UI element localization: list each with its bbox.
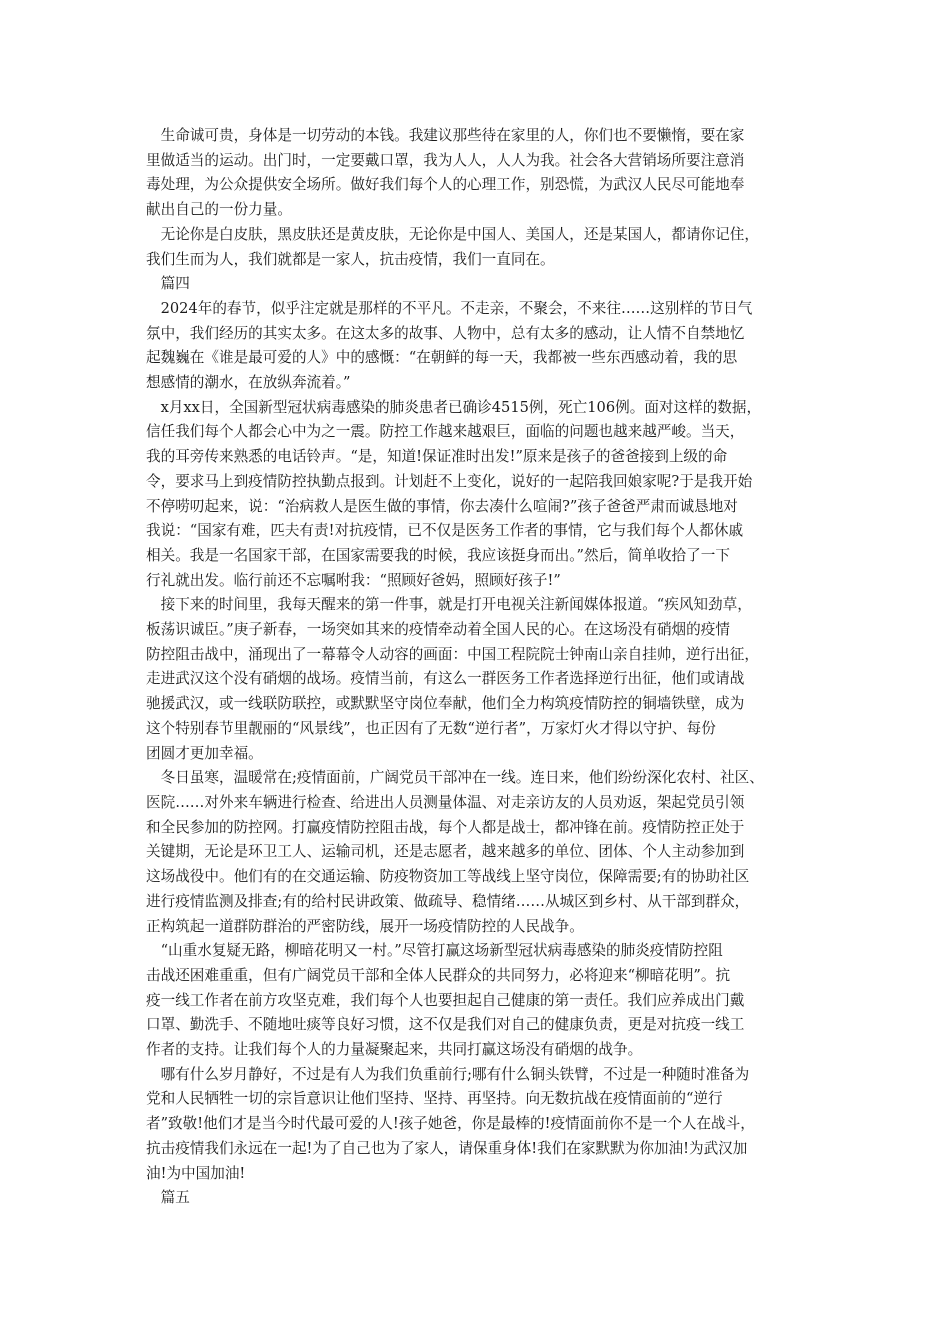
- text-line: 正构筑起一道群防群治的严密防线，展开一场疫情防控的人民战争。: [146, 917, 584, 935]
- text-line: 板荡识诚臣。”庚子新春，一场突如其来的疫情牵动着全国人民的心。在这场没有硝烟的疫情: [146, 621, 730, 639]
- text-line: 油!为中国加油!: [146, 1164, 246, 1182]
- text-line: 生命诚可贵，身体是一切劳动的本钱。我建议那些待在家里的人，你们也不要懒惰，要在家: [146, 127, 745, 144]
- text-line: 无论你是白皮肤，黑皮肤还是黄皮肤，无论你是中国人、美国人，还是某国人，都请你记住，: [146, 225, 759, 243]
- text-line: 接下来的时间里，我每天醒来的第一件事，就是打开电视关注新闻媒体报道。“疾风知劲草，: [146, 596, 752, 614]
- text-line: 2024年的春节，似乎注定就是那样的不平凡。不走亲，不聚会，不来往……这别样的节日气: [146, 299, 753, 317]
- text-line: 想感情的潮水，在放纵奔流着。”: [146, 374, 351, 392]
- section-heading: [146, 272, 806, 297]
- text-line: 哪有什么岁月静好，不过是有人为我们负重前行;哪有什么铜头铁臂，不过是一种随时准备为: [146, 1065, 750, 1083]
- text-paragraph: [146, 1063, 806, 1187]
- text-line: “山重水复疑无路，柳暗花明又一村。”尽管打赢这场新型冠状病毒感染的肺炎疫情防控阻: [146, 942, 723, 960]
- text-line: 作者的支持。让我们每个人的力量凝聚起来，共同打赢这场没有硝烟的战争。: [146, 1041, 643, 1059]
- text-line: 氛中，我们经历的其实太多。在这太多的故事、人物中，总有太多的感动，让人情不自禁地忆: [146, 324, 745, 342]
- text-line: 击战还困难重重，但有广阔党员干部和全体人民群众的共同努力，必将迎来“柳暗花明”。抗: [146, 966, 731, 984]
- text-line: 疫一线工作者在前方攻坚克难，我们每个人也要担起自己健康的第一责任。我们应养成出门戴: [146, 991, 745, 1009]
- text-line: 我们生而为人，我们就都是一家人，抗击疫情，我们一直同在。: [146, 250, 555, 268]
- text-paragraph: [146, 593, 806, 766]
- text-line: 我说：“国家有难，匹夫有责!对抗疫情，已不仅是医务工作者的事情，它与我们每个人都休戚: [146, 522, 744, 540]
- text-line: 这场战役中。他们有的在交通运输、防疫物资加工等战线上坚守岗位，保障需要;有的协助社区: [146, 868, 750, 886]
- text-paragraph: [146, 124, 806, 223]
- text-line: 抗击疫情我们永远在一起!为了自己也为了家人，请保重身体!我们在家默默为你加油!为武汉加: [146, 1139, 748, 1157]
- text-line: 里做适当的运动。出门时，一定要戴口罩，我为人人，人人为我。社会各大营销场所要注意消: [146, 151, 745, 169]
- text-line: 医院……对外来车辆进行检查、给进出人员测量体温、对走亲访友的人员劝返，架起党员引领: [146, 793, 745, 811]
- text-line: 者”致敬!他们才是当今时代最可爱的人!孩子她爸，你是最棒的!疫情面前你不是一个人在战斗，: [146, 1115, 755, 1133]
- document-page: [146, 124, 806, 1211]
- text-paragraph: [146, 396, 806, 594]
- document-body: [146, 124, 806, 1211]
- text-line: 相关。我是一名国家干部，在国家需要我的时候，我应该挺身而出。”然后，简单收拾了一下: [146, 546, 730, 564]
- text-line: 起魏巍在《谁是最可爱的人》中的感慨：“在朝鲜的每一天，我都被一些东西感动着，我的思: [146, 349, 738, 367]
- text-paragraph: [146, 766, 806, 939]
- text-line: 我的耳旁传来熟悉的电话铃声。“是，知道!保证准时出发!”原来是孩子的爸爸接到上级的命: [146, 448, 728, 466]
- text-paragraph: [146, 939, 806, 1063]
- text-line: 不停唠叨起来，说：“治病救人是医生做的事情，你去凑什么喧闹?”孩子爸爸严肃而诚恳地对: [146, 497, 738, 515]
- text-line: 团圆才更加幸福。: [146, 744, 263, 762]
- text-line: 行礼就出发。临行前还不忘嘱咐我：“照顾好爸妈，照顾好孩子!”: [146, 571, 561, 589]
- text-line: 关键期，无论是环卫工人、运输司机，还是志愿者，越来越多的单位、团体、个人主动参加到: [146, 843, 745, 861]
- text-line: 这个特别春节里靓丽的“风景线”，也正因有了无数“逆行者”，万家灯火才得以守护、每份: [146, 719, 716, 737]
- text-line: 篇四: [146, 275, 190, 293]
- section-heading: [146, 1186, 806, 1211]
- text-line: 篇五: [146, 1189, 190, 1207]
- text-line: 驰援武汉，或一线联防联控，或默默坚守岗位奉献，他们全力构筑疫情防控的铜墙铁壁，成为: [146, 695, 745, 713]
- text-line: 信任我们每个人都会心中为之一震。防控工作越来越艰巨，面临的问题也越来越严峻。当天，: [146, 423, 745, 441]
- text-line: x月xx日，全国新型冠状病毒感染的肺炎患者已确诊4515例，死亡106例。面对这样的数据，: [146, 398, 762, 416]
- text-line: 走进武汉这个没有硝烟的战场。疫情当前，有这么一群医务工作者选择逆行出征，他们或请战: [146, 670, 745, 688]
- text-line: 进行疫情监测及排查;有的给村民讲政策、做疏导、稳情绪……从城区到乡村、从干部到群众，: [146, 892, 750, 910]
- text-line: 冬日虽寒，温暖常在;疫情面前，广阔党员干部冲在一线。连日来，他们纷纷深化农村、社区、: [146, 769, 764, 787]
- text-line: 毒处理，为公众提供安全场所。做好我们每个人的心理工作，别恐慌，为武汉人民尽可能地奉: [146, 176, 745, 194]
- text-line: 党和人民牺牲一切的宗旨意识让他们坚持、坚持、再坚持。向无数抗战在疫情面前的“逆行: [146, 1090, 723, 1108]
- text-line: 令，要求马上到疫情防控执勤点报到。计划赶不上变化，说好的一起陪我回娘家呢?于是我开始: [146, 472, 753, 490]
- text-paragraph: [146, 297, 806, 396]
- text-line: 防控阻击战中，涌现出了一幕幕令人动容的画面：中国工程院院士钟南山亲自挂帅，逆行出征，: [146, 645, 759, 663]
- text-line: 口罩、勤洗手、不随地吐痰等良好习惯，这不仅是我们对自己的健康负责，更是对抗疫一线工: [146, 1016, 745, 1034]
- text-line: 和全民参加的防控网。打赢疫情防控阻击战，每个人都是战士，都冲锋在前。疫情防控正处于: [146, 818, 745, 836]
- text-paragraph: [146, 223, 806, 272]
- text-line: 献出自己的一份力量。: [146, 201, 292, 219]
